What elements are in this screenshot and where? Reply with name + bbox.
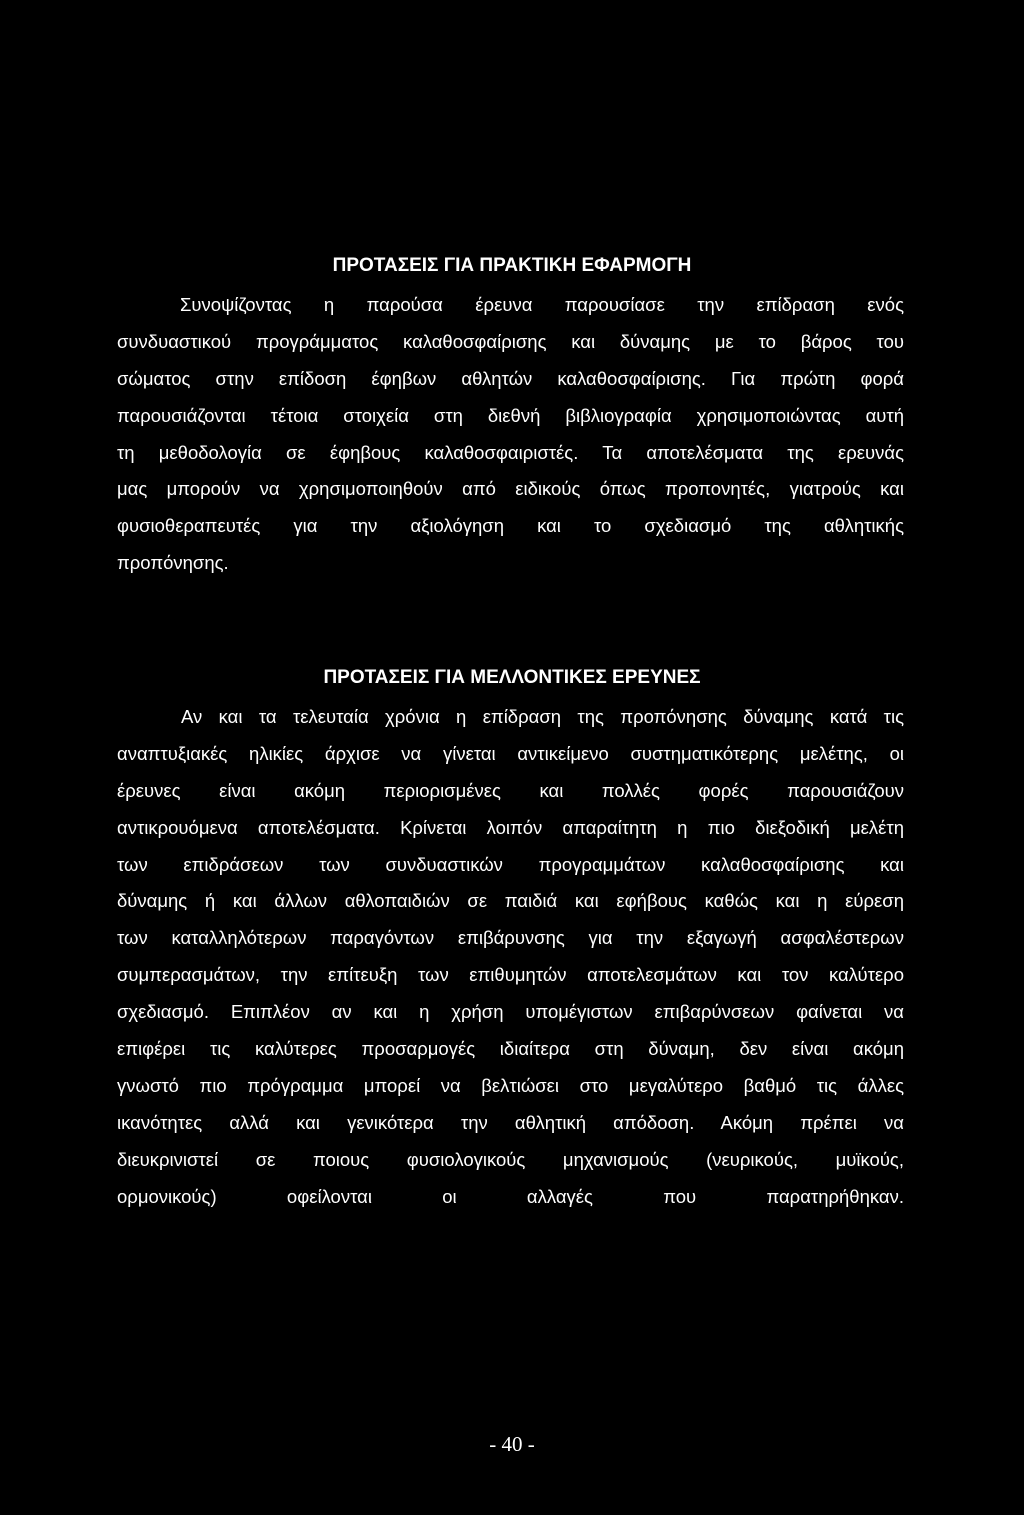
paragraph-line: Αν και τα τελευταία χρόνια η επίδραση της προπόνησης δύναμης κατά τις [181, 706, 904, 727]
section-heading-future-research: ΠΡΟΤΑΣΕΙΣ ΓΙΑ ΜΕΛΛΟΝΤΙΚΕΣ ΕΡΕΥΝΕΣ [323, 667, 701, 688]
paragraph-line: μας μπορούν να χρησιμοποιηθούν από ειδικούς όπως προπονητές, γιατρούς και [117, 478, 904, 500]
paragraph-line: διευκρινιστεί σε ποιους φυσιολογικούς μηχανισμούς (νευρικούς, μυϊκούς, [117, 1148, 904, 1170]
paragraph-practical-application [117, 287, 904, 582]
paragraph-line: συνδυαστικού προγράμματος καλαθοσφαίρισης και δύναμης με το βάρος του [117, 330, 904, 352]
paragraph-line: φυσιοθεραπευτές για την αξιολόγηση και το σχεδιασμό της αθλητικής [117, 515, 904, 537]
paragraph-line: επιφέρει τις καλύτερες προσαρμογές ιδιαίτερα στη δύναμη, δεν είναι ακόμη [117, 1038, 904, 1060]
paragraph-line: ορμονικούς) οφείλονται οι αλλαγές που παρατηρήθηκαν. [117, 1185, 904, 1207]
paragraph-line: αναπτυξιακές ηλικίες άρχισε να γίνεται αντικείμενο συστηματικότερης μελέτης, οι [117, 742, 904, 764]
paragraph-line: Συνοψίζοντας η παρούσα έρευνα παρουσίασε την επίδραση ενός [180, 294, 904, 315]
section-heading-practical-application: ΠΡΟΤΑΣΕΙΣ ΓΙΑ ΠΡΑΚΤΙΚΗ ΕΦΑΡΜΟΓΗ [332, 255, 692, 276]
paragraph-line: σχεδιασμό. Επιπλέον αν και η χρήση υπομέγιστων επιβαρύνσεων φαίνεται να [117, 1001, 904, 1023]
paragraph-line: σώματος στην επίδοση έφηβων αθλητών καλαθοσφαίρισης. Για πρώτη φορά [117, 367, 904, 389]
paragraph-line: παρουσιάζονται τέτοια στοιχεία στη διεθνή βιβλιογραφία χρησιμοποιώντας αυτή [117, 404, 904, 426]
paragraph-line: προπόνησης. [117, 552, 229, 574]
paragraph-line: των καταλληλότερων παραγόντων επιβάρυνσης για την εξαγωγή ασφαλέστερων [117, 927, 904, 949]
paragraph-line: γνωστό πιο πρόγραμμα μπορεί να βελτιώσει στο μεγαλύτερο βαθμό τις άλλες [117, 1074, 904, 1096]
paragraph-line: έρευνες είναι ακόμη περιορισμένες και πολλές φορές παρουσιάζουν [117, 779, 904, 801]
paragraph-line: αντικρουόμενα αποτελέσματα. Κρίνεται λοιπόν απαραίτητη η πιο διεξοδική μελέτη [117, 816, 904, 838]
paragraph-future-research [117, 699, 904, 1215]
paragraph-line: δύναμης ή και άλλων αθλοπαιδιών σε παιδιά και εφήβους καθώς και η εύρεση [117, 890, 904, 912]
paragraph-line: τη μεθοδολογία σε έφηβους καλαθοσφαιριστές. Τα αποτελέσματα της ερευνάς [117, 441, 904, 463]
paragraph-line: ικανότητες αλλά και γενικότερα την αθλητική απόδοση. Ακόμη πρέπει να [117, 1111, 904, 1133]
paragraph-line: των επιδράσεων των συνδυαστικών προγραμμάτων καλαθοσφαίρισης και [117, 853, 904, 875]
page-number: - 40 - [489, 1432, 535, 1456]
paragraph-line: συμπερασμάτων, την επίτευξη των επιθυμητών αποτελεσμάτων και τον καλύτερο [117, 964, 904, 986]
